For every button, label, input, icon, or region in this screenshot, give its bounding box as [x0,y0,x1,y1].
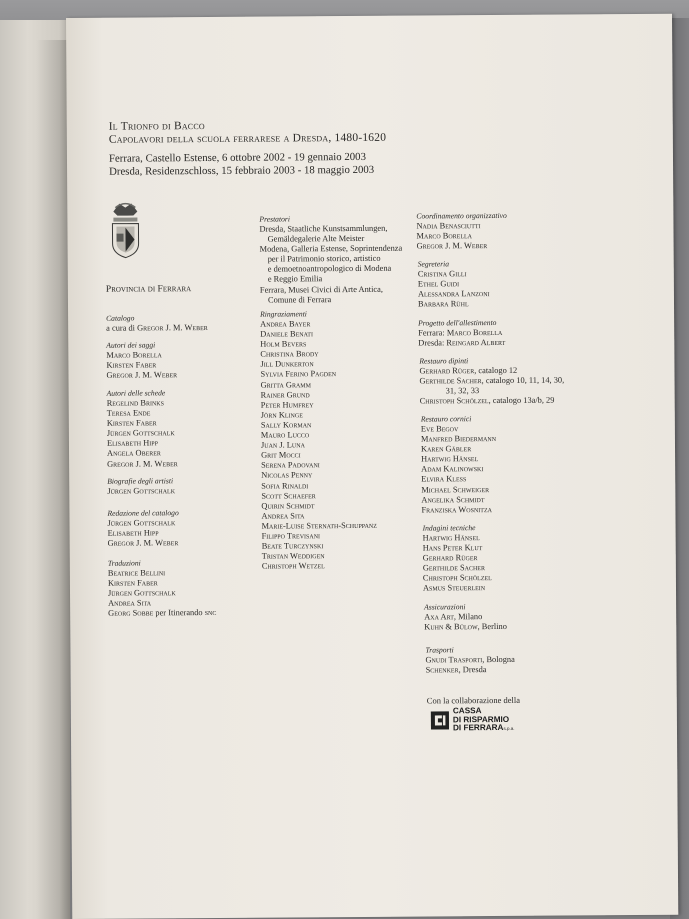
list-item: e Reggio Emilia [267,274,323,285]
company-suffix: snc [204,608,217,618]
document-page [66,14,678,919]
list-item: e demoetnoantropologico di Modena [267,264,392,274]
list-item: Cristina Gilli [417,269,467,279]
list-item: Gregor J. M. Weber [107,458,178,469]
logo-suffix: s.p.a. [503,726,515,732]
section-restauro-dipinti [419,356,564,407]
list-item: Beate Turczynski [261,541,324,551]
list-item: Nadia Benasciutti [416,221,481,231]
list-item: Kirsten Faber [107,578,158,588]
list-item: Karen Gäbler [420,444,472,454]
list-item: Andrea Sita [261,511,305,521]
section-title: Restauro dipinti [419,356,469,366]
list-item: Barbara Rühl [417,299,469,309]
section-title: Ringraziamenti [260,309,307,319]
list-item: Grit Mocci [261,450,301,460]
collaboration-note: Con la collaborazione della [426,694,521,706]
section-title: Trasporti [425,645,454,655]
page-header [109,119,387,179]
list-item: Regelind Brinks [106,398,164,408]
list-item: Holm Bevers [260,339,307,349]
list-item: Modena, Galleria Estense, Soprintendenza [259,243,403,254]
logo-line1: CASSA [452,706,482,716]
logo-line2: DI RISPARMIO [452,714,510,724]
list-item: Axa Art, Milano [424,612,483,622]
list-item: Marie-Luise Sternath-Schuppanz [261,520,377,531]
list-item: Marco Borella [416,231,473,241]
section-allestimento [418,318,505,349]
list-item: Ferrara, Musei Civici di Arte Antica, [259,284,383,295]
translator-name: Georg Sobbe [108,608,154,619]
list-item: Sally Korman [260,420,312,430]
list-item: Juan J. Luna [260,440,305,450]
list-item: Christoph Schölzel, catalogo 13a/b, 29 [419,395,555,406]
list-item: Daniele Benati [260,329,313,339]
list-item: Rainer Grund [260,389,310,400]
list-item: Gerthilde Sacher [422,563,485,573]
list-item: Angelika Schmidt [421,494,485,505]
list-item: Eve Begov [420,424,459,434]
section-traduzioni [108,558,217,619]
list-item: Christoph Schölzel [422,573,492,583]
list-item: Alessandra Lanzoni [417,289,490,299]
list-item: Schenker, Dresda [425,665,487,675]
catalogo-editor: Gregor J. M. Weber [137,323,208,333]
list-item: Elisabeth Hipp [107,528,159,538]
section-autori-saggi [106,340,177,381]
list-item: Mauro Lucco [260,430,310,440]
section-trasporti [425,645,515,676]
sponsor-logo [431,707,515,734]
list-item: Hartwig Hänsel [422,533,480,543]
list-item: Michael Schweiger [421,484,490,495]
list-item: Angela Oberer [107,448,161,459]
venue-ferrara: Ferrara, Castello Estense, 6 ottobre 2002 - 19 gennaio 2003 [108,150,366,165]
list-item: Jörn Klinge [260,410,303,420]
list-item: Serena Padovani [261,460,320,470]
list-item: Comune di Ferrara [267,294,332,305]
section-title: Prestatori [259,214,290,224]
list-item: Kirsten Faber [106,360,157,370]
cassa-logo-icon [431,712,449,730]
section-title: Traduzioni [107,558,141,568]
list-item: Manfred Biedermann [420,434,497,444]
section-title: Segreteria [417,259,450,269]
logo-line3: DI FERRARA [452,723,504,733]
list-item: Gerthilde Sacher, catalogo 10, 11, 14, 30, [419,375,565,386]
section-title: Indagini tecniche [422,523,476,533]
list-item: Elisabeth Hipp [106,438,158,449]
list-item: Christina Brody [260,349,319,359]
section-indagini [423,523,492,594]
list-item: Quirin Schmidt [261,500,315,511]
list-item: Sylvia Ferino Pagden [260,369,337,380]
list-item: Hans Peter Klut [422,543,483,553]
list-item: Marco Borella [106,350,162,360]
list-item: Scott Schaefer [261,490,316,501]
section-title: Assicurazioni [424,602,466,612]
list-item: Jürgen Gottschalk [107,588,176,598]
list-item: Asmus Steuerlein [422,583,486,593]
list-item: Elvira Kless [421,474,467,484]
list-item: Dresda: Reingard Albert [418,338,506,348]
list-item: Christoph Wetzel [261,561,325,571]
list-item: Jürgen Gottschalk [106,428,175,439]
coat-of-arms-icon [105,197,146,277]
list-item: Adam Kalinowski [421,464,484,474]
list-item: Jürgen Gottschalk [107,486,176,496]
list-item: Jürgen Gottschalk [107,518,176,528]
section-autori-schede [107,388,178,469]
list-item: Gregor J. M. Weber [106,370,178,380]
exhibition-title: Il Trionfo di Bacco [108,120,205,133]
list-item: Kirsten Faber [106,418,157,428]
list-item: Andrea Bayer [260,319,311,329]
book-gutter-shadow [36,40,70,919]
venue-dresda: Dresda, Residenzschloss, 15 febbraio 2003 - 18 maggio 2003 [109,163,375,178]
section-restauro-cornici [421,414,497,515]
province-label: Provincia di Ferrara [105,284,192,295]
section-title: Restauro cornici [420,414,472,424]
section-title: Autori dei saggi [106,340,156,350]
list-item: Hartwig Hänsel [421,454,479,464]
section-biografie [107,476,175,497]
section-title: Coordinamento organizzativo [416,210,507,221]
list-item: Gemäldegalerie Alte Meister [267,234,365,244]
section-redazione [107,508,179,549]
section-assicurazioni [424,602,507,633]
list-item: 31, 32, 33 [445,386,480,396]
section-segreteria [418,259,490,310]
list-item: Teresa Ende [106,408,151,418]
list-item: Gerhard Rüger, catalogo 12 [419,365,518,376]
list-item: Tristan Weddigen [261,551,325,561]
list-item: Gritta Gramm [260,379,311,390]
section-coordinamento [416,211,507,252]
section-ringraziamenti [260,309,377,572]
list-item: Filippo Trevisani [261,531,321,541]
list-item: Franziska Wosnitza [421,504,492,515]
list-item: Beatrice Bellini [107,568,166,578]
list-item: Andrea Sita [108,598,152,609]
section-catalogo [106,313,208,334]
list-item: Ferrara: Marco Borella [418,327,503,338]
list-item: per il Patrimonio storico, artistico [267,254,381,264]
list-item: Kuhn & Bülow, Berlino [424,622,507,632]
translator-company: per Itinerando [153,608,205,618]
section-title: Biografie degli artisti [107,476,174,486]
section-title: Catalogo [106,313,135,323]
catalogo-prefix: a cura di [106,323,138,333]
list-item: Peter Humfrey [260,400,314,410]
list-item: Sofia Rinaldi [261,480,309,491]
list-item: Gregor J. M. Weber [107,538,179,548]
section-prestatori [259,214,402,306]
list-item: Jill Dunkerton [260,359,314,370]
section-title: Redazione del catalogo [107,508,179,518]
section-title: Progetto dell'allestimento [418,318,497,328]
list-item: Gregor J. M. Weber [416,241,488,251]
list-item: Ethel Guidi [417,279,460,289]
list-item: Nicolas Penny [261,470,313,481]
list-item: Gnudi Trasporti, Bologna [425,654,515,665]
list-item: Dresda, Staatliche Kunstsammlungen, [259,223,388,234]
list-item: Gerhard Rüger [422,553,478,563]
exhibition-subtitle: Capolavori della scuola ferrarese a Dresda, 1480-1620 [108,131,387,146]
section-title: Autori delle schede [106,388,166,398]
